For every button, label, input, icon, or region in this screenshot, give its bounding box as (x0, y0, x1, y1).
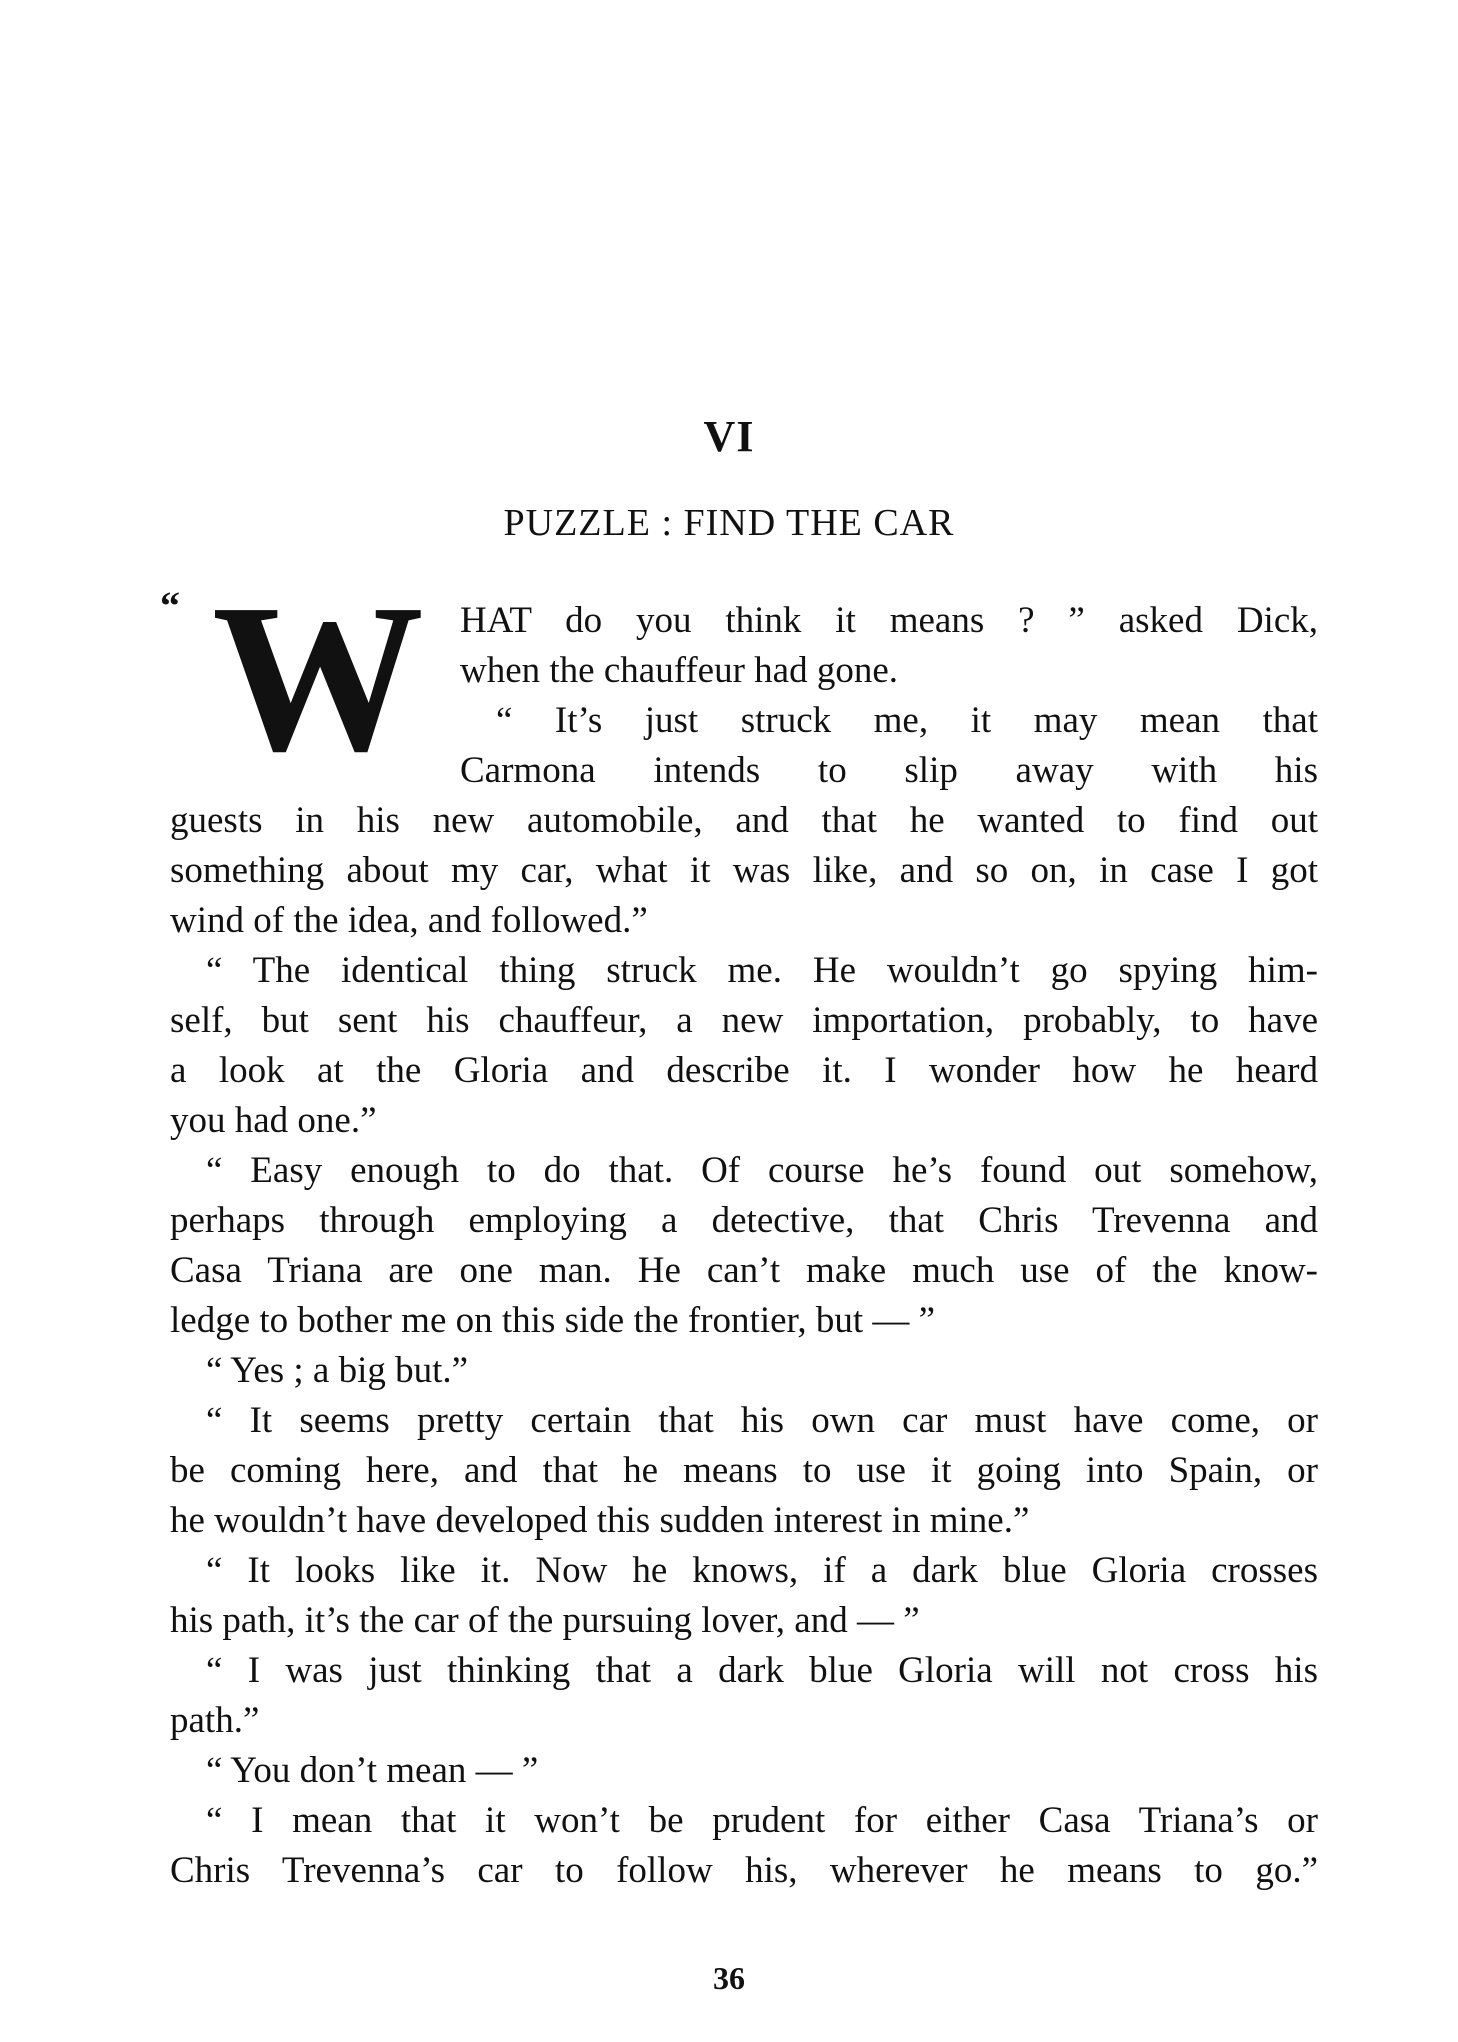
text-line: Casa Triana are one man. He can’t make much use of the know- (170, 1250, 1318, 1291)
text-line: “ You don’t mean — ” (206, 1750, 539, 1791)
text-line: he wouldn’t have developed this sudden interest in mine.” (170, 1500, 1030, 1541)
chapter-title: PUZZLE : FIND THE CAR (503, 502, 955, 544)
text-line: “ I mean that it won’t be prudent for either Casa Triana’s or (206, 1800, 1318, 1841)
page-number: 36 (713, 1960, 745, 1996)
text-line: guests in his new automobile, and that he wanted to find out (170, 800, 1318, 841)
chapter-body-text (170, 596, 1318, 1896)
text-line: “ Easy enough to do that. Of course he’s found out somehow, (206, 1150, 1318, 1191)
text-line: “ It looks like it. Now he knows, if a dark blue Gloria crosses (206, 1550, 1318, 1591)
text-line: wind of the idea, and followed.” (170, 900, 648, 941)
text-line: perhaps through employing a detective, that Chris Trevenna and (170, 1200, 1318, 1241)
text-line: self, but sent his chauffeur, a new importation, probably, to have (170, 1000, 1318, 1041)
text-line: ledge to bother me on this side the frontier, but — ” (170, 1300, 936, 1341)
text-line: something about my car, what it was like, and so on, in case I got (170, 850, 1318, 891)
text-line: Chris Trevenna’s car to follow his, wherever he means to go.” (170, 1850, 1318, 1891)
chapter-number: VI (703, 412, 755, 461)
text-line: be coming here, and that he means to use it going into Spain, or (170, 1450, 1318, 1491)
text-line: HAT do you think it means ? ” asked Dick, (460, 600, 1318, 641)
text-line: Carmona intends to slip away with his (460, 750, 1318, 791)
text-line: “ Yes ; a big but.” (206, 1350, 469, 1391)
text-line: his path, it’s the car of the pursuing lover, and — ” (170, 1600, 920, 1641)
text-line: a look at the Gloria and describe it. I wonder how he heard (170, 1050, 1318, 1091)
dropcap-opening-quote: “ (160, 583, 180, 628)
text-line: path.” (170, 1700, 260, 1741)
text-line: “ I was just thinking that a dark blue Gloria will not cross his (206, 1650, 1318, 1691)
text-line: “ The identical thing struck me. He wouldn’t go spying him- (206, 950, 1318, 991)
dropcap-letter: W (212, 560, 424, 795)
text-line: “ It’s just struck me, it may mean that (496, 700, 1318, 741)
text-line: when the chauffeur had gone. (460, 650, 899, 691)
text-line: you had one.” (170, 1100, 377, 1141)
text-line: “ It seems pretty certain that his own car must have come, or (206, 1400, 1318, 1441)
